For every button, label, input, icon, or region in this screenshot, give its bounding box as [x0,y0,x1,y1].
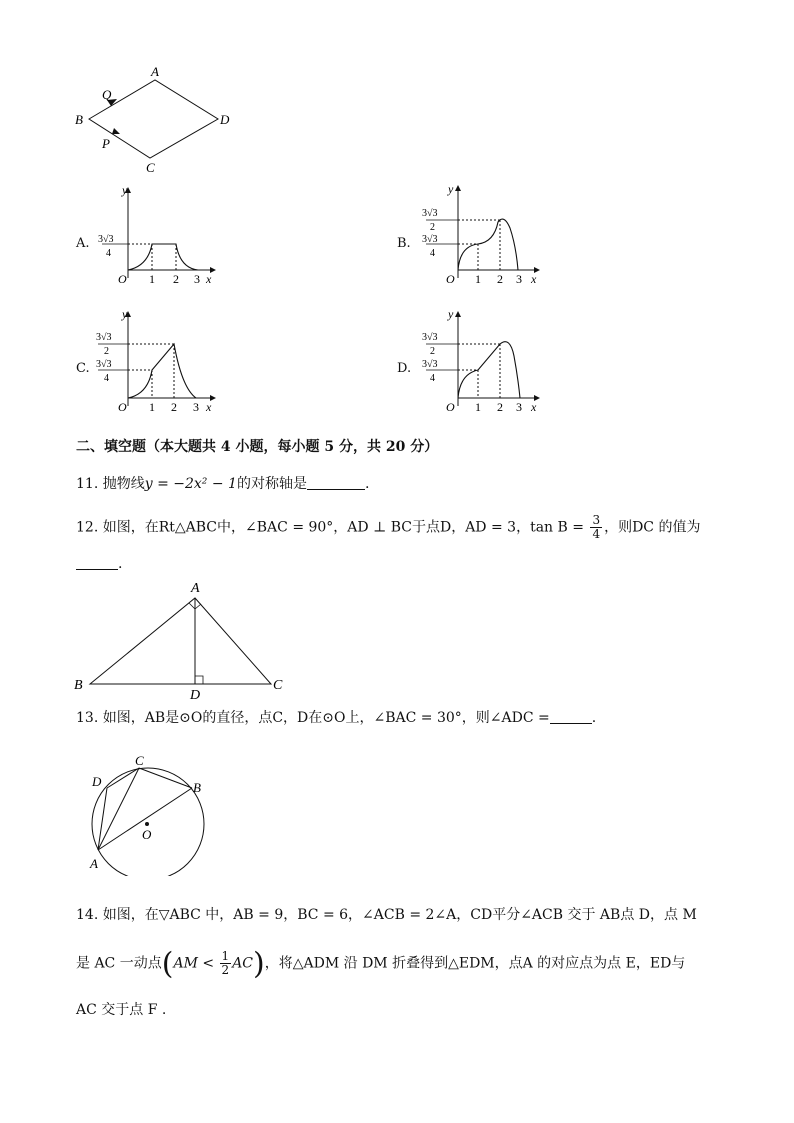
svg-text:O: O [142,827,152,842]
label-c: C [146,160,155,174]
svg-text:2: 2 [430,346,435,357]
answer-blank-13[interactable] [550,709,592,724]
svg-text:3√3: 3√3 [422,332,438,343]
option-a-letter: A. [76,236,90,251]
graph-option-d [414,306,544,416]
svg-text:2: 2 [104,346,109,357]
svg-text:y: y [448,307,454,321]
svg-text:C: C [273,678,283,693]
question-12: 12. 如图，在Rt△ABC中，∠BAC = 90°，AD ⊥ BC于点D，AD = 3，tan B = $\frac{3}{4}$ ，则DC 的值为 [76,513,701,541]
x-axis-label: x [206,272,212,286]
answer-blank-12[interactable] [76,555,118,570]
label-a: A [151,64,159,79]
parabola-formula: y = −2x² − 1 [144,476,237,492]
svg-text:4: 4 [430,373,435,384]
svg-text:2: 2 [497,272,503,286]
y-axis-label: y [122,183,128,197]
y-label-half: 3√3 [98,234,114,245]
circle-figure [80,750,220,876]
graph-option-a [92,182,222,292]
svg-text:A: A [90,856,98,871]
question-12-blank-line: . [76,554,122,574]
svg-text:1: 1 [475,400,481,414]
svg-text:3√3: 3√3 [422,359,438,370]
question-14-line2: 是 AC 一动点(AM < $\frac{1}{2}$ AC)，将△ADM 沿 DM 折叠得到△EDM，点A 的对应点为点 E，ED与 [76,946,686,982]
svg-text:A: A [191,581,200,596]
origin-label: O [118,272,127,286]
label-b: B [75,112,83,127]
svg-text:B: B [193,780,201,795]
label-p: P [102,136,110,151]
rhombus-figure [70,62,250,174]
svg-text:O: O [446,272,455,286]
svg-text:O: O [118,400,127,414]
svg-text:B: B [74,678,83,693]
svg-text:3: 3 [193,400,199,414]
svg-text:3: 3 [516,272,522,286]
svg-text:3√3: 3√3 [422,234,438,245]
section-title: 二、填空题（本大题共 4 小题，每小题 5 分，共 20 分） [76,439,439,455]
question-14-line3: AC 交于点 F . [76,1002,167,1018]
tick-3: 3 [194,272,200,286]
svg-text:y: y [122,307,128,321]
svg-text:C: C [135,753,144,768]
label-q: Q [102,87,112,102]
answer-blank-11[interactable] [307,475,365,490]
svg-text:x: x [206,400,212,414]
svg-text:1: 1 [475,272,481,286]
svg-text:x: x [531,272,537,286]
svg-text:x: x [531,400,537,414]
tick-1: 1 [149,272,155,286]
svg-text:D: D [92,774,102,789]
graph-option-c [92,306,222,416]
question-14-line1: 14. 如图，在▽ABC 中，AB = 9，BC = 6，∠ACB = 2∠A，CD平分∠ACB 交于 AB点 D，点 M [76,907,697,923]
option-c-letter: C. [76,361,90,376]
svg-text:O: O [446,400,455,414]
svg-text:1: 1 [149,400,155,414]
svg-text:4: 4 [106,248,111,259]
svg-text:2: 2 [430,222,435,233]
option-b-letter: B. [397,236,411,251]
svg-text:2: 2 [171,400,177,414]
graph-option-b [414,182,544,292]
label-d: D [220,112,230,127]
svg-text:3√3: 3√3 [422,208,438,219]
svg-text:D: D [190,688,201,702]
question-13: 13. 如图，AB是⊙O的直径，点C，D在⊙O上，∠BAC = 30°，则∠ADC = . [76,710,597,726]
svg-text:y: y [448,182,454,196]
option-d-letter: D. [397,361,412,376]
svg-text:3: 3 [516,400,522,414]
tick-2: 2 [173,272,179,286]
svg-text:4: 4 [430,248,435,259]
svg-text:4: 4 [104,373,109,384]
triangle-figure [70,578,300,702]
svg-text:2: 2 [497,400,503,414]
svg-text:3√3: 3√3 [96,359,112,370]
question-11: 11. 抛物线y = −2x² − 1的对称轴是 . [76,476,370,492]
svg-text:3√3: 3√3 [96,332,112,343]
